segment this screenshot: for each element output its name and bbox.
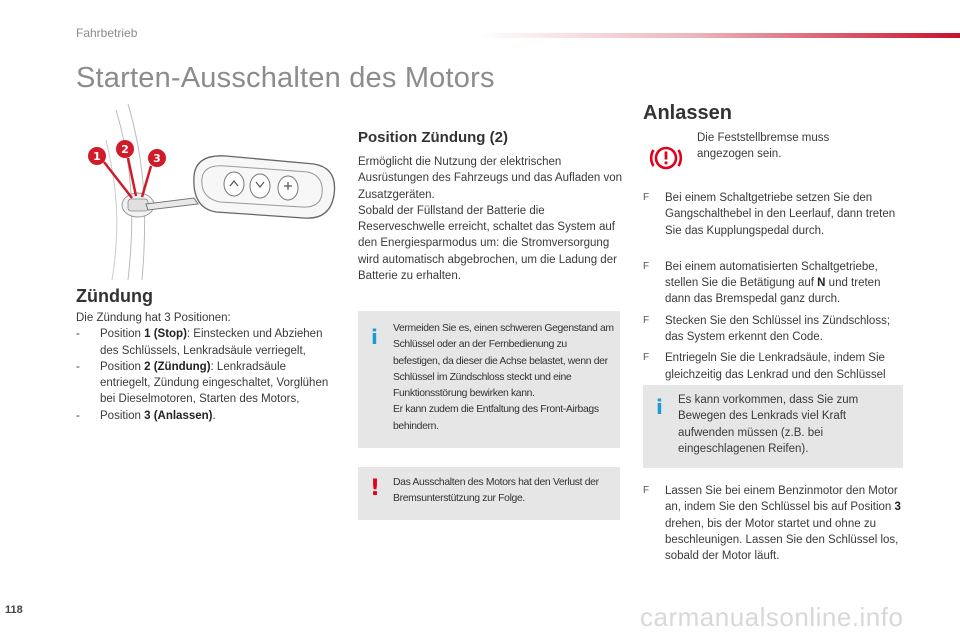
info-icon: i (371, 325, 378, 349)
warning-box-brake-assist (358, 467, 620, 520)
anlassen-steps (641, 190, 907, 407)
info-text-1: Vermeiden Sie es, einen schweren Gegenstand am Schlüssel oder an der Fernbedienung zu befestigen, da dieser die Achse belastet, wenn der Schlüssel im Zündschloss steckt und eine Funktionsstörung bewirken kann. (393, 323, 614, 400)
ignition-key-illustration (76, 100, 346, 285)
warning-exclamation-icon: ! (370, 476, 381, 501)
position-2-item: - Position 2 (Zündung): Lenkradsäule entriegelt, Zündung eingeschaltet, Vorglühen bei Dieselmotoren, Starten des Motors, (76, 360, 329, 406)
step-insert-key: F Stecken Sie den Schlüssel ins Zündschloss; das System erkennt den Code. (643, 314, 891, 344)
section-zuendung (76, 286, 338, 424)
ignition-position-list (76, 326, 338, 424)
zuendung-title: Zündung (76, 286, 153, 306)
steering-info-text: Es kann vorkommen, dass Sie zum Bewegen des Lenkrads viel Kraft aufwenden müssen (z.B. bei eingeschlagenen Reifen). (678, 394, 859, 455)
svg-text:1: 1 (93, 150, 101, 163)
anlassen-final-step (641, 483, 907, 572)
section-label: Fahrbetrieb (76, 26, 138, 40)
info-icon: i (656, 395, 663, 419)
watermark: carmanualsonline.info (640, 602, 904, 632)
step-auto-gearbox: F Bei einem automatisierten Schaltgetriebe, stellen Sie die Betätigung auf N und treten dann das Bremspedal ganz durch. (643, 260, 881, 306)
step-start-engine: F Lassen Sie bei einem Benzinmotor den Motor an, indem Sie den Schlüssel bis auf Position 3 drehen, bis der Motor startet und ohne zu beschleunigen. Lassen Sie den Schlüssel los, sobald der Motor läuft. (643, 485, 901, 563)
position2-title: Position Zündung (2) (358, 129, 508, 146)
page-title: Starten-Ausschalten des Motors (76, 62, 495, 94)
svg-text:2: 2 (121, 143, 129, 156)
warning-text: Das Ausschalten des Motors hat den Verlust der Bremsunterstützung zur Folge. (393, 477, 599, 505)
position2-text-1: Ermöglicht die Nutzung der elektrischen Ausrüstungen des Fahrzeugs und das Aufladen von Zusatzgeräten. (358, 156, 623, 201)
parking-brake-warning-icon (648, 140, 684, 176)
section-position-2 (358, 129, 626, 284)
info-text-2: Er kann zudem die Entfaltung des Front-Airbags behindern. (393, 404, 599, 432)
callout-3 (142, 149, 166, 197)
position2-text-2: Sobald der Füllstand der Batterie die Reserveschwelle erreicht, schaltet das System auf den Energiesparmodus um: die Stromversorgung wird automatisch abgebrochen, um die Ladung der Batterie zu erhalten. (358, 204, 617, 283)
step-manual-gearbox: F Bei einem Schaltgetriebe setzen Sie den Gangschalthebel in den Leerlauf, dann treten Sie das Kupplungspedal durch. (643, 192, 896, 237)
parking-brake-note: Die Feststellbremse muss angezogen sein. (697, 132, 830, 161)
step-unlock-steering: F Entriegeln Sie die Lenkradsäule, indem Sie gleichzeitig das Lenkrad und den Schlüssel (643, 352, 886, 381)
svg-text:3: 3 (153, 152, 161, 165)
position-1-item: - Position 1 (Stop): Einstecken und Abziehen des Schlüssels, Lenkradsäule verriegelt, (76, 328, 323, 357)
anlassen-title: Anlassen (643, 102, 732, 124)
zuendung-intro: Die Zündung hat 3 Positionen: (76, 312, 231, 324)
page-number: 118 (5, 604, 23, 616)
info-box-key-weight (358, 311, 620, 448)
position-3-item: - Position 3 (Anlassen). (76, 409, 216, 422)
header-accent-bar (480, 33, 960, 38)
callout-2 (116, 140, 136, 196)
info-box-steering-force (643, 385, 903, 468)
